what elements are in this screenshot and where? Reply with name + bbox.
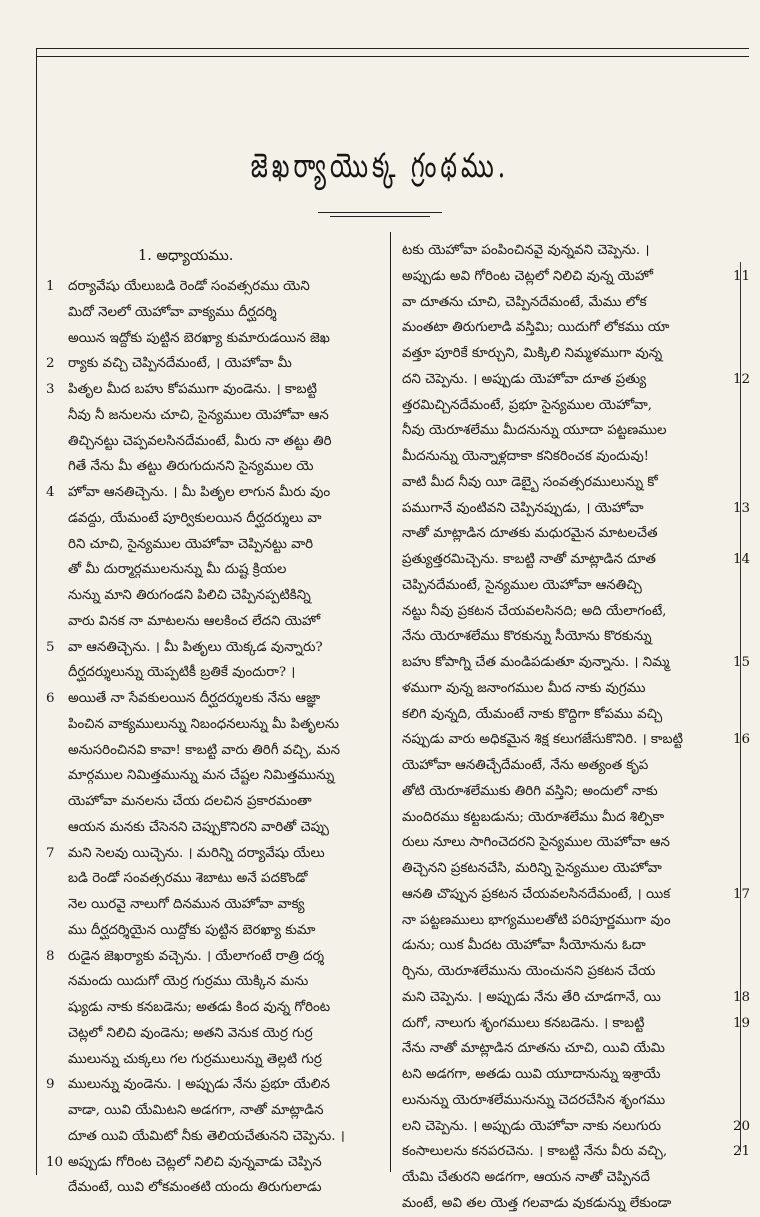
text-line — [52, 609, 384, 635]
verse-number: 3 — [46, 382, 55, 397]
line-text: దీర్ఘదర్శులున్ను యెప్పటికీ బ్రతికే వుందురా? । — [68, 665, 296, 681]
text-line — [400, 1011, 752, 1037]
line-text: రిని చూచి, సైన్యముల యెహోవా చెప్పినట్టు వారి — [68, 536, 314, 552]
line-text: పముగానే వుంటివని చెప్పినప్పుడు, । యెహోవా — [402, 500, 644, 516]
verse-number: 12 — [732, 371, 750, 387]
text-line — [52, 892, 384, 918]
line-text: వా ఆనతిచ్చెను. । మీ పితృలు యెక్కడ వున్నారు? — [68, 639, 323, 655]
text-line — [400, 573, 752, 599]
text-line — [400, 1139, 752, 1165]
text-line — [52, 429, 384, 455]
right-column — [400, 238, 752, 1217]
text-line — [52, 1124, 384, 1150]
text-line — [400, 882, 752, 908]
text-line — [400, 470, 752, 496]
verse-number: 8 — [46, 948, 55, 964]
line-text: రులు నూలు సాగించెదరని సైన్యముల యెహోవా ఆన — [402, 835, 670, 851]
text-line — [52, 454, 384, 480]
verse-number: 9 — [46, 1077, 55, 1093]
verse-number: 17 — [732, 886, 750, 902]
text-line — [52, 583, 384, 609]
line-text: చెప్పినదేమంటే, సైన్యముల యెహోవా ఆనతిచ్చి — [402, 577, 642, 593]
text-line — [400, 521, 752, 547]
text-line — [400, 367, 752, 393]
text-line — [46, 635, 384, 661]
line-text: లునున్ను యెరూశలేమునున్ను చెదరచేసిన శృంగము — [402, 1092, 666, 1108]
text-line — [400, 985, 752, 1011]
verse-number: 13 — [732, 500, 750, 516]
chapter-heading: 1. అధ్యాయము. — [138, 248, 234, 264]
verse-number: 7 — [46, 845, 55, 861]
verse-number: 15 — [732, 655, 750, 670]
book-title: జెఖర్యాయొక్క గ్రంథము. — [250, 146, 510, 186]
text-line — [400, 1088, 752, 1114]
line-text: దర్యావేషు యేలుబడి రెండో సంవత్సరము యెని — [68, 279, 310, 294]
line-text: యేమి చేతురని అడగగా, ఆయన నాతో చెప్పినదే — [402, 1170, 650, 1185]
text-line — [400, 599, 752, 625]
line-text: కలిగి వున్నది, యేమంటే నాకు కొద్దిగా కోపము వచ్చి — [402, 706, 663, 722]
line-text: నెల యిరవై నాలుగో దినమున యెహోవా వాక్య — [68, 897, 305, 912]
line-text: లని చెప్పెను. । అప్పుడు యెహోవా నాకు నలుగురు — [402, 1118, 661, 1134]
text-line — [52, 1021, 384, 1047]
text-line — [52, 763, 384, 789]
text-line — [46, 1072, 384, 1098]
right-column-lines — [400, 238, 752, 1217]
line-text: తిచ్చెనని ప్రకటనచేసి, మరిన్ని సైన్యముల యెహోవా — [402, 861, 662, 876]
text-line — [52, 712, 384, 738]
text-line — [400, 779, 752, 805]
verse-number: 14 — [732, 552, 750, 567]
line-text: యెహోవా ఆనతిచ్చేదేమంటే, నేను అత్యంత కృప — [402, 758, 649, 773]
text-line — [52, 1047, 384, 1073]
text-line — [400, 908, 752, 934]
line-text: మని చెప్పెను. । అప్పుడు నేను తేరి చూడగానే, యి — [402, 989, 661, 1005]
line-text: డవద్దు, యేమంటే పూర్వికులయిన దీర్ఘదర్శులు వా — [68, 510, 322, 526]
line-text: వా దూతను చూచి, చెప్పినదేమంటే, మేము లోక — [402, 294, 647, 310]
line-text: చెట్లలో నిలిచి వుండెను; అతని వెనుక యెర్ర గుర్ర — [68, 1025, 313, 1041]
line-text: ములున్ను చుక్కలు గల గుర్రములున్ను తెల్లటి గుర్ర — [68, 1051, 322, 1067]
line-text: బడి రెండో సంవత్సరము శెబాటు అనే పదకొండో — [68, 871, 308, 887]
text-line — [400, 676, 752, 702]
line-text: రుడైన జెఖర్యాకు వచ్చెను. । యేలాగంటే రాత్రి దర్శ — [68, 948, 325, 964]
line-text: దని చెప్పెను. । అప్పుడు యెహోవా దూత ప్రత్యు — [402, 371, 647, 387]
line-text: దేమంటే, యివి లోకమంతటి యందు తిరుగులాడు — [68, 1180, 322, 1196]
text-line — [46, 944, 384, 970]
text-line — [400, 238, 752, 264]
line-text: ర్యాకు వచ్చి చెప్పినదేమంటే, । యెహోవా మీ — [68, 356, 292, 372]
line-text: తిచ్చినట్టు చెప్పవలసినదేమంటే, మీరు నా తట్టు తిరి — [68, 433, 332, 449]
left-column-lines — [46, 274, 384, 1201]
line-text: తోటి యెరూశలేముకు తిరిగి వస్తిని; అందులో నాకు — [402, 783, 658, 799]
line-text: మని సెలవు యిచ్చెను. । మరిన్ని దర్యావేషు యేలు — [68, 845, 325, 861]
text-line — [400, 702, 752, 728]
verse-number: 18 — [732, 989, 750, 1005]
text-line — [400, 341, 752, 367]
line-text: ళముగా వున్న జనాంగముల మీద నాకు వుగ్రము — [402, 680, 646, 696]
line-text: గితే నేను మీ తట్టు తిరుగుదునని సైన్యముల యె — [68, 459, 314, 475]
line-text: నేను యెరూశలేము కొరకున్ను సీయోను కొరకున్ను — [402, 629, 652, 645]
text-line — [52, 300, 384, 326]
line-text: ఆనతి చొప్పున ప్రకటన చేయవలసినదేమంటే, । యిక — [402, 886, 671, 902]
text-line — [52, 918, 384, 944]
line-text: నమందు యిదుగో యెర్ర గుర్రము యెక్కిన మను — [68, 974, 309, 990]
text-line — [52, 532, 384, 558]
line-text: మార్గముల నిమిత్తమున్ను మన చేష్టల నిమిత్తమున్ను — [68, 768, 335, 784]
text-line — [46, 1150, 384, 1176]
text-line — [52, 1175, 384, 1201]
line-text: వాడా, యివి యేమిటని అడగగా, నాతో మాట్లాడిన — [68, 1103, 324, 1118]
line-text: నేను నాతో మాట్లాడిన దూతను చూచి, యివి యేమి — [402, 1041, 665, 1057]
verse-number: 11 — [732, 268, 750, 284]
line-text: యెహోవా మనలను చేయ దలచిన ప్రకారమంతా — [68, 794, 312, 809]
line-text: మిదో నెలలో యెహోవా వాక్యము దీర్ఘదర్శి — [68, 304, 277, 320]
line-text: కంసాలులను కనపరచెను. । కాబట్టి నేను వీరు వచ్చి, — [402, 1144, 668, 1160]
text-line — [52, 789, 384, 815]
verse-number: 1 — [46, 279, 55, 294]
line-text: పించిన వాక్యములున్ను నిబంధనలున్ను మీ పితృలను — [68, 716, 340, 732]
line-text: ర్చిను, యెరూశలేమును యెంచునని ప్రకటన చేయ — [402, 964, 656, 979]
text-line — [400, 496, 752, 522]
text-line — [400, 1036, 752, 1062]
line-text: టని అడగగా, అతడు యివి యూదానున్ను ఇశ్రాయే — [402, 1067, 661, 1082]
line-text: పితృల మీద బహు కోపముగా వుండెను. । కాబట్టి — [68, 382, 317, 397]
line-text: నట్టు నీవు ప్రకటన చేయవలసినది; అది యేలాగంటే, — [402, 603, 667, 619]
title-underline — [318, 212, 442, 213]
text-line — [52, 866, 384, 892]
verse-number: 20 — [732, 1118, 750, 1134]
verse-number: 4 — [46, 485, 55, 500]
text-line — [400, 933, 752, 959]
line-text: ము దీర్ఘదర్శియైన యిద్దోకు పుట్టిన బెరఖ్యా కుమా — [68, 922, 316, 938]
text-line — [52, 557, 384, 583]
line-text: దూత యివి యేమిటో నీకు తెలియచేతునని చెప్పెను. । — [68, 1128, 345, 1144]
line-text: దుగో, నాలుగు శృంగములు కనబడెను. । కాబట్టి — [402, 1015, 645, 1031]
line-text: మందిరము కట్టబడును; యెరూశలేము మీద శిల్పికా — [402, 809, 665, 825]
line-text: వారు వినక నా మాటలను ఆలకించ లేదని యెహో — [68, 613, 321, 629]
text-line — [46, 351, 384, 377]
text-line — [400, 650, 752, 676]
text-line — [400, 856, 752, 882]
text-line — [400, 418, 752, 444]
line-text: మీదనున్ను యెన్నాళ్లదాకా కనికరించక వుందువు! — [402, 449, 650, 464]
line-text: అయితే నా సేవకులయిన దీర్ఘదర్శులకు నేను ఆజ్ఞా — [68, 691, 321, 706]
left-column — [46, 238, 384, 1201]
line-text: ప్రత్యుత్తరమిచ్చెను. కాబట్టి నాతో మాట్లాడిన దూత — [402, 552, 656, 567]
line-text: నున్ను మాని తిరుగండని పిలిచి చెప్పినప్పటికిన్ని — [68, 588, 311, 603]
text-line — [400, 1062, 752, 1088]
text-line — [52, 326, 384, 352]
text-line — [400, 959, 752, 985]
text-line — [52, 995, 384, 1021]
text-line — [46, 377, 384, 403]
text-line — [400, 805, 752, 831]
verse-number: 6 — [46, 691, 55, 706]
verse-number: 21 — [732, 1144, 750, 1160]
text-line — [400, 264, 752, 290]
text-line — [400, 290, 752, 316]
text-line — [400, 727, 752, 753]
text-line — [46, 841, 384, 867]
text-line — [46, 480, 384, 506]
title-underline-second — [330, 216, 430, 217]
line-text: అప్పుడు అవి గోరింట చెట్లలో నిలిచి వున్న యెహో — [402, 268, 653, 284]
text-line — [400, 393, 752, 419]
line-text: ఆయన మనకు చేసెనని చెప్పుకొనిరని వారితో చెప్పు — [68, 819, 329, 835]
line-text: నీవు నీ జనులను చూచి, సైన్యముల యెహోవా ఆన — [68, 407, 329, 423]
text-line — [400, 547, 752, 573]
text-line — [400, 753, 752, 779]
line-text: డును; యిక మీదట యెహోవా సీయోనును ఓదా — [402, 938, 646, 954]
top-rule — [36, 56, 749, 57]
line-text: హోవా ఆనతిచ్చెను. । మీ పితృల లాగున మీరు వుం — [68, 485, 331, 500]
line-text: మంటే, అవి తల యెత్త గలవాడు వుకడున్ను లేకుండా — [402, 1195, 672, 1211]
text-line — [400, 1114, 752, 1140]
text-line — [400, 1191, 752, 1217]
text-line — [400, 830, 752, 856]
text-line — [52, 969, 384, 995]
text-line — [52, 738, 384, 764]
text-line — [46, 686, 384, 712]
verse-number: 19 — [732, 1015, 750, 1031]
text-line — [52, 403, 384, 429]
text-line — [52, 660, 384, 686]
line-text: అయిన ఇద్దోకు పుట్టిన బెరఖ్యా కుమారుడయిన జెఖ — [68, 330, 330, 346]
line-text: అప్పుడు గోరింట చెట్లలో నిలిచి వున్నవాడు చెప్పిన — [68, 1154, 322, 1170]
verse-number: 16 — [732, 732, 750, 748]
verse-number: 10 — [46, 1154, 64, 1170]
line-text: తో మీ దుర్మార్గములనున్ను మీ దుష్ట క్రియల — [68, 562, 287, 578]
verse-number: 5 — [46, 639, 55, 655]
line-text: నా పట్టణములు భాగ్యములతోటి పరిపూర్ణముగా వుం — [402, 912, 671, 928]
line-text: త్తరమిచ్చినదేమంటే, ప్రభూ సైన్యముల యెహోవా, — [402, 397, 653, 413]
text-line — [400, 315, 752, 341]
line-text: ష్యుడు నాకు కనబడెను; అతడు కింద వున్న గోరింట — [68, 1000, 331, 1015]
text-line — [52, 506, 384, 532]
text-line — [400, 624, 752, 650]
text-line — [46, 274, 384, 300]
verse-number: 2 — [46, 356, 55, 372]
line-text: మంతటా తిరుగులాడి వస్తిమి; యిదుగో లోకము యా — [402, 320, 670, 336]
text-line — [52, 815, 384, 841]
line-text: బహు కోపాగ్ని చేత మండిపడుతూ వున్నాను. । నిమ్మ — [402, 655, 670, 670]
line-text: నప్పుడు వారు అధికమైన శిక్ష కలుగజేసుకొనిరి. । కాబట్టి — [402, 732, 683, 748]
text-line — [400, 1165, 752, 1191]
line-text: అనుసరించినవి కావా! కాబట్టి వారు తిరిగీ వచ్చి, మన — [68, 742, 340, 758]
line-text: వాటి మీద నీవు యీ డెబ్బై సంవత్సరములున్ను కో — [402, 474, 658, 490]
column-divider — [390, 232, 391, 1172]
line-text: నాతో మాట్లాడిన దూతకు మధురమైన మాటలచేత — [402, 526, 658, 542]
line-text: వత్తూ పూరికే కూర్చుని, మిక్కిలి నిమ్మళముగా వున్న — [402, 346, 663, 361]
line-text: ములున్ను వుండెను. । అప్పుడు నేను ప్రభూ యేలిన — [68, 1077, 330, 1093]
text-line — [400, 444, 752, 470]
line-text: టకు యెహోవా పంపించినవై వున్నవని చెప్పెను. । — [402, 243, 650, 258]
line-text: నీవు యెరూశలేము మీదనున్ను యూదా పట్టణముల — [402, 423, 667, 439]
text-line — [52, 1098, 384, 1124]
